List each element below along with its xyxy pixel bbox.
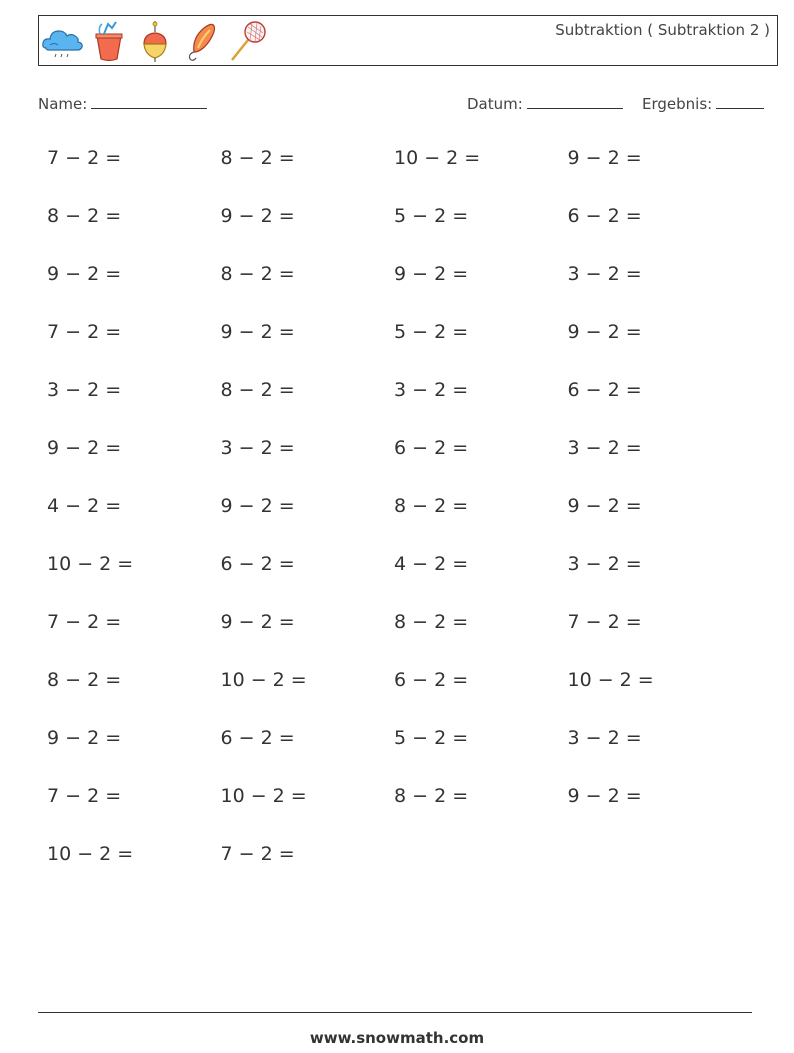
problem-item: 10 − 2 = — [47, 553, 134, 575]
problem-item: 8 − 2 = — [394, 785, 469, 807]
problem-item: 3 − 2 = — [47, 379, 122, 401]
name-label: Name: — [38, 95, 88, 113]
problem-item: 8 − 2 = — [394, 611, 469, 633]
fishing-bobber-icon — [132, 18, 178, 64]
problem-item: 9 − 2 = — [567, 785, 642, 807]
footer-url: www.snowmath.com — [309, 1029, 485, 1047]
problem-item: 6 − 2 = — [220, 727, 295, 749]
problem-item: 9 − 2 = — [220, 611, 295, 633]
problem-item: 7 − 2 = — [47, 321, 122, 343]
problem-item: 4 − 2 = — [394, 553, 469, 575]
result-field — [642, 94, 764, 113]
problem-item: 5 − 2 = — [394, 321, 469, 343]
problem-item: 4 − 2 = — [47, 495, 122, 517]
problem-item: 3 − 2 = — [567, 553, 642, 575]
problem-item: 9 − 2 = — [47, 263, 122, 285]
problem-item: 6 − 2 = — [567, 379, 642, 401]
name-blank — [91, 94, 207, 109]
butterfly-net-icon — [224, 18, 270, 64]
problem-item: 9 − 2 = — [47, 727, 122, 749]
problem-item: 8 − 2 = — [220, 379, 295, 401]
problem-item: 6 − 2 = — [220, 553, 295, 575]
problem-item: 3 − 2 = — [220, 437, 295, 459]
problem-item: 8 − 2 = — [394, 495, 469, 517]
problem-item: 7 − 2 = — [47, 785, 122, 807]
problem-item: 5 − 2 = — [394, 727, 469, 749]
problem-item: 8 − 2 = — [47, 205, 122, 227]
problem-item: 8 − 2 = — [47, 669, 122, 691]
worksheet-title: Subtraktion ( Subtraktion 2 ) — [555, 21, 770, 39]
problem-item: 3 − 2 = — [567, 263, 642, 285]
problem-item: 9 − 2 = — [220, 321, 295, 343]
problem-item: 5 − 2 = — [394, 205, 469, 227]
problem-item: 9 − 2 = — [567, 321, 642, 343]
problem-item: 9 − 2 = — [394, 263, 469, 285]
problem-item: 7 − 2 = — [47, 147, 122, 169]
fishing-lure-icon — [178, 18, 224, 64]
problem-item: 9 − 2 = — [220, 495, 295, 517]
problem-item: 6 − 2 = — [567, 205, 642, 227]
problem-item: 9 − 2 = — [220, 205, 295, 227]
problem-item: 6 − 2 = — [394, 437, 469, 459]
problem-item: 7 − 2 = — [47, 611, 122, 633]
problem-item: 3 − 2 = — [394, 379, 469, 401]
problem-item: 10 − 2 = — [47, 843, 134, 865]
problem-item: 10 − 2 = — [394, 147, 481, 169]
result-blank — [716, 94, 764, 109]
problem-item: 10 − 2 = — [567, 669, 654, 691]
problem-item: 7 − 2 = — [567, 611, 642, 633]
problem-item: 10 − 2 = — [220, 669, 307, 691]
problem-item: 8 − 2 = — [220, 263, 295, 285]
problem-item: 7 − 2 = — [220, 843, 295, 865]
problem-item: 9 − 2 = — [567, 495, 642, 517]
problem-item: 3 − 2 = — [567, 437, 642, 459]
date-label: Datum: — [467, 95, 523, 113]
problem-item: 9 − 2 = — [567, 147, 642, 169]
problem-item: 8 − 2 = — [220, 147, 295, 169]
rain-cloud-icon — [40, 18, 86, 64]
header-icons — [40, 17, 270, 65]
problem-item: 9 − 2 = — [47, 437, 122, 459]
problem-item: 6 − 2 = — [394, 669, 469, 691]
footer-divider — [38, 1012, 752, 1013]
date-field — [467, 94, 623, 113]
name-field — [38, 94, 207, 113]
date-blank — [527, 94, 623, 109]
problem-item: 3 − 2 = — [567, 727, 642, 749]
problem-item: 10 − 2 = — [220, 785, 307, 807]
result-label: Ergebnis: — [642, 95, 713, 113]
sand-bucket-icon — [86, 18, 132, 64]
